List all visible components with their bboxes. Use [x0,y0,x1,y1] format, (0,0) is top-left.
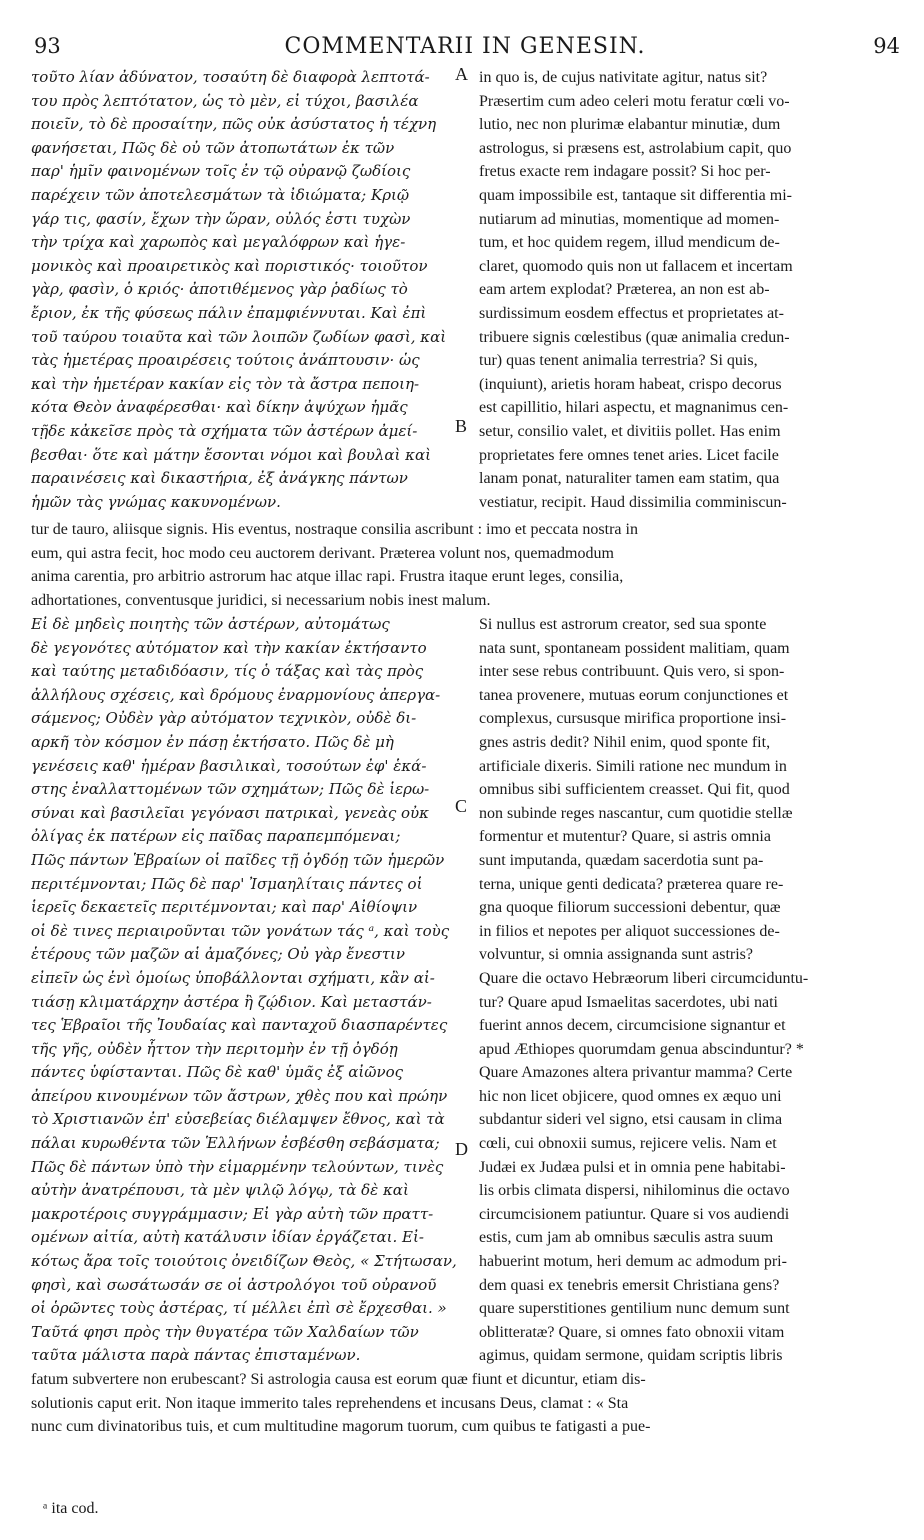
text-line: παρ' ἡμῖν φαινομένων τοῖς ἐν τῷ οὐρανῷ ζωδίοις [31,162,411,181]
text-line: claret, quomodo quis non ut fallacem et incertam [479,257,793,275]
text-line: τῆς γῆς, οὐδὲν ἧττον τὴν περιτομὴν ἐν τῇ ὀγδόῃ [31,1039,398,1058]
text-line: τῇδε κἀκεῖσε πρὸς τὰ σχήματα τῶν ἀστέρων ἀμεί- [31,421,418,440]
text-line: καὶ τὴν ἡμετέραν κακίαν εἰς τὸν τὰ ἄστρα πεποιη- [31,374,420,393]
text-line: ἱερεῖς δεκαετεῖς περιτέμνονται; καὶ παρ' Αἰθίοψιν [31,898,418,917]
text-line: φανήσεται, Πῶς δὲ οὐ τῶν ἀτοπωτάτων ἐκ τῶν [31,138,395,157]
text-line: πάλαι κυρωθέντα τῶν Ἑλλήνων ἐσβέσθη σεβάσματα; [31,1134,440,1153]
text-line: εἰπεῖν ὡς ἑνὶ ὁμοίως ὑποβάλλονται σχήματι, κἂν αἰ- [31,968,435,987]
text-line: oblitteratæ? Quare, si omnes fato obnoxii vitam [479,1323,785,1341]
text-line: tur) quas tenent animalia terrestria? Si quis, [479,352,758,370]
text-line: subdantur sideri vel signo, etsi causam in clima [479,1111,783,1129]
text-line: κότα Θεὸν ἀναφέρεσθαι· καὶ δίκην ἀψύχων ἡμᾶς [31,398,408,417]
text-line: τοῦ ταύρου τοιαῦτα καὶ τῶν λοιπῶν ζωδίων φασὶ, καὶ [31,327,447,346]
text-line: δὲ γεγονότες αὐτόματον καὶ τὴν κακίαν ἐκτήσαντο [31,638,427,657]
text-line: gna quoque filiorum successioni debentur, quæ [479,899,781,917]
text-line: nutiarum ad minutias, momentique ad momen- [479,210,780,228]
margin-marker-a: A [455,64,468,84]
text-line: tum, et hoc quidem regem, illud mendicum de- [479,234,780,252]
text-line: eum, qui astra fecit, hoc modo ceu auctorem derivant. Præterea volunt nos, quemadmodum [31,544,614,562]
latin-column-1 [479,66,894,514]
margin-marker-d: D [455,1139,468,1159]
text-line: dem quasi ex tenebris emersit Christiana gens? [479,1276,780,1294]
text-line: μονικὸς καὶ προαιρετικὸς καὶ ποριστικός· τοιοῦτον [31,256,428,275]
margin-marker-b: B [455,416,468,436]
text-line: βεσθαι· ὅτε καὶ μάτην ἔσονται νόμοι καὶ βουλαὶ καὶ [31,445,432,464]
text-line: quare superstitiones gentilium nunc demum sunt [479,1300,790,1318]
text-line: apud Æthiopes quorumdam genua abscinduntur? * [479,1040,804,1058]
latin-full-width-2 [31,1368,893,1439]
text-line: habuerint motum, heri demum ac admodum pri- [479,1253,787,1271]
text-line: in quo is, de cujus nativitate agitur, natus sit? [479,69,768,86]
text-line: ἔριον, ἐκ τῆς φύσεως πάλιν ἐπαμφιέννυται. Καὶ ἐπὶ [31,303,427,322]
text-line: Πῶς δὲ πάντων ὑπὸ τὴν εἱμαρμένην τελούντων, τινὲς [31,1157,444,1176]
text-line: πάντες ὑφίστανται. Πῶς δὲ καθ' ὑμᾶς ἐξ αἰῶνος [31,1063,404,1082]
text-line: παραινέσεις καὶ δικαστήρια, ἐξ ἀνάγκης πάντων [31,469,408,488]
text-line: γὰρ, φασὶν, ὁ κριός· ἀποτιθέμενος γὰρ ῥαδίως τὸ [31,280,408,299]
text-line: οἱ ὁρῶντες τοὺς ἀστέρας, τί μέλλει ἐπὶ σὲ ἔρχεσθαι. » [31,1299,447,1318]
text-line: anima carentia, pro arbitrio astrorum hac atque illac rapi. Frustra itaque erunt leges, consilia, [31,568,624,586]
page-number-left: 93 [34,34,61,58]
text-line: volvuntur, si omnia assignanda sunt astris? [479,946,753,964]
text-line: φησὶ, καὶ σωσάτωσάν σε οἱ ἀστρολόγοι τοῦ οὐρανοῦ [31,1275,437,1294]
footnote: ᵃ ita cod. [43,1500,99,1517]
text-line: παρέχειν τῶν ἀποτελεσμάτων τὰ ἰδιώματα; Κριῷ [31,185,410,204]
text-line: astrologus, si præsens est, astrolabium capit, quo [479,139,792,157]
text-line: complexus, cursusque mirifica proportione insi- [479,710,787,728]
text-line: proprietates fere omnes tenet aries. Licet facile [479,446,779,464]
text-line: quam impossibile est, tantaque sit differentia mi- [479,186,792,204]
text-line: καὶ ταύτης μεταδιδόασιν, τίς ὁ τάξας καὶ τὰς πρὸς [31,662,424,681]
latin-column-2 [479,613,894,1368]
text-line: ποιεῖν, τὸ δὲ προσαίτην, πῶς οὐκ ἀσύστατος ἡ τέχνη [31,115,437,134]
text-line: μακροτέροις συγγράμμασιν; Εἰ γὰρ αὐτὴ τῶν πραττ- [31,1204,434,1223]
text-line: fretus exacte rem indagare possit? Si hoc per- [479,163,771,181]
text-line: inter sese rebus contribuunt. Quis vero, si spon- [479,663,785,681]
text-line: tur? Quare apud Ismaelitas sacerdotes, ubi nati [479,993,778,1011]
text-line: οἱ δὲ τινες περιαιροῦνται τῶν γονάτων τάς ᵃ, καὶ τοὺς [31,921,450,940]
text-line: τὴν τρίχα καὶ χαρωπὸς καὶ μεγαλόφρων καὶ ἡγε- [31,233,406,252]
text-line: ἡμῶν τὰς γνώμας κακυνομένων. [31,492,281,511]
text-line: non subinde reges nascantur, cum quotidie stellæ [479,804,793,822]
text-line: τὸ Χριστιανῶν ἐπ' εὐσεβείας διέλαμψεν ἔθνος, καὶ τὰ [31,1110,445,1129]
text-line: formentur et mutentur? Quare, si astris omnia [479,828,771,846]
text-line: τες Ἑβραῖοι τῆς Ἰουδαίας καὶ πανταχοῦ διασπαρέντες [31,1016,448,1035]
text-line: περιτέμνονται; Πῶς δὲ παρ' Ἰσμαηλίταις πάντες οἱ [31,874,423,893]
text-line: κότως ἄρα τοῖς τοιούτοις ὀνειδίζων Θεὸς, « Στήτωσαν, [31,1252,457,1271]
text-line: sunt imputanda, quædam sacerdotia sunt pa- [479,851,764,869]
text-line: circumcisionem patiuntur. Quare si vos audiendi [479,1205,790,1223]
text-line: hic non licet objicere, quod omnes ex æquo uni [479,1087,782,1105]
text-line: Πῶς πάντων Ἑβραίων οἱ παῖδες τῇ ὀγδόῃ τῶν ἡμερῶν [31,850,445,869]
text-line: αὐτὴν ἀνατρέπουσι, τὰ μὲν ψιλῷ λόγῳ, τὰ δὲ καὶ [31,1181,409,1200]
text-line: lutio, nec non plurimæ elabantur minutiæ, dum [479,116,781,134]
text-line: τὰς ἡμετέρας προαιρέσεις τούτοις ἀνάπτουσιν· ὡς [31,351,420,370]
text-line: estis, cum jam ab omnibus sæculis astra suum [479,1229,774,1247]
text-line: στης ἐναλλαττομένων τῶν σχημάτων; Πῶς δὲ ἱερω- [31,780,430,799]
text-line: ταῦτα μάλιστα παρὰ πάντας ἐπισταμένων. [31,1346,361,1365]
text-line: cœli, cui obnoxii sumus, rejicere velis. Nam et [479,1135,777,1153]
text-line: agimus, quidam sermone, quidam scriptis libris [479,1347,783,1365]
text-line: ἀπείρου κινουμένων τῶν ἄστρων, χθὲς που καὶ πρώην [31,1086,448,1105]
page-number-right: 94 [873,34,900,58]
text-line: fatum subvertere non erubescant? Si astrologia causa est eorum quæ fiunt et dicuntur, etiam dis- [31,1371,646,1388]
text-line: τοῦτο λίαν ἀδύνατον, τοσαύτη δὲ διαφορὰ λεπτοτά- [31,68,430,86]
text-line: gnes astris dedit? Nihil enim, quod sponte fit, [479,733,771,751]
text-line: Quare Amazones altera privantur mamma? Certe [479,1064,793,1082]
text-line: Judæi ex Judæa pulsi et in omnia pene habitabi- [479,1158,786,1176]
text-line: Si nullus est astrorum creator, sed sua sponte [479,616,767,633]
text-line: ἀλλήλους σχέσεις, καὶ δρόμους ἐναρμονίους ἀπεργα- [31,685,441,704]
text-line: σύναι καὶ βασιλεῖαι γεγόνασι πατρικαὶ, γενεὰς οὐκ [31,803,429,822]
greek-column-1 [31,66,463,514]
text-line: nata sunt, spontaneam possident malitiam, quam [479,639,790,657]
text-line: σάμενος; Οὐδὲν γὰρ αὐτόματον τεχνικὸν, οὐδὲ δι- [31,709,417,728]
text-line: est capillitio, hilari aspectu, et magnanimus cen- [479,399,789,417]
text-line: ομένων αἰτία, αὐτὴ κατάλυσιν ἰδίαν ἐργάζεται. Εἰ- [31,1228,424,1247]
text-line: artificiale dixeris. Simili ratione nec mundum in [479,757,787,775]
text-line: του πρὸς λεπτότατον, ὡς τὸ μὲν, εἰ τύχοι, βασιλέα [31,91,419,110]
text-line: αρκῆ τὸν κόσμον ἐν πάσῃ ἐκτήσατο. Πῶς δὲ μὴ [31,732,394,751]
latin-full-width-1 [31,518,893,612]
text-line: tur de tauro, aliisque signis. His eventus, nostraque consilia ascribunt : imo et peccata nostra in [31,521,638,538]
text-line: adhortationes, conventusque juridici, si necessarium nobis inest malum. [31,591,491,609]
text-line: γενέσεις καθ' ἡμέραν βασιλικαὶ, τοσούτων ἐφ' ἑκά- [31,756,427,775]
running-header [30,34,900,68]
text-line: setur, consilio valet, et divitiis pollet. Has enim [479,422,781,440]
text-line: tanea provenere, mutuas eorum conjunctiones et [479,686,789,704]
margin-marker-c: C [455,796,468,816]
text-line: lanam ponat, naturaliter tamen eam statim, qua [479,470,780,488]
text-line: nunc cum divinatoribus tuis, et cum multitudine magorum tuorum, cum quibus te fatigasti a pue- [31,1418,651,1436]
running-title: COMMENTARII IN GENESIN. [284,34,646,59]
text-line: ὀλίγας ἐκ πατέρων εἰς παῖδας παραπεμπόμεναι; [31,827,401,846]
text-line: Quare die octavo Hebræorum liberi circumciduntu- [479,969,809,987]
text-line: eam artem explodat? Præterea, an non est ab- [479,281,770,299]
text-line: Præsertim cum adeo celeri motu feratur cœli vo- [479,92,790,110]
text-line: terna, unique genti dedicata? præterea quare re- [479,875,784,893]
text-line: γάρ τις, φασίν, ἔχων τὴν ὥραν, οὐλός ἐστι τυχὼν [31,209,411,228]
text-line: Εἰ δὲ μηδεὶς ποιητὴς τῶν ἀστέρων, αὐτομάτως [31,615,390,633]
greek-column-2 [31,613,463,1368]
text-line: Ταῦτά φησι πρὸς τὴν θυγατέρα τῶν Χαλδαίων τῶν [31,1322,419,1341]
text-line: fuerint annos decem, circumcisione signantur et [479,1017,786,1035]
text-line: solutionis caput erit. Non itaque immerito tales reprehendens et incusans Deus, clamat : « Sta [31,1394,629,1412]
text-line: tribuere signis cœlestibus (quæ animalia credun- [479,328,790,346]
text-line: ἑτέρους τῶν μαζῶν αἱ ἀμαζόνες; Οὐ γὰρ ἔνεστιν [31,945,406,964]
text-line: in filios et nepotes per aliquot successiones de- [479,922,780,940]
text-line: surdissimum eosdem effectus et proprietates at- [479,304,784,322]
text-line: lis orbis climata dispersi, nihilominus die octavo [479,1182,790,1200]
text-line: τιάσῃ κλιματάρχην ἀστέρα ἢ ζῴδιον. Καὶ μεταστάν- [31,992,432,1011]
text-line: (inquiunt), arietis horam habeat, crispo decorus [479,375,782,393]
text-line: vestiatur, recipit. Haud dissimilia comminiscun- [479,493,787,511]
text-line: omnibus sibi sufficientem creasset. Qui fit, quod [479,781,790,799]
